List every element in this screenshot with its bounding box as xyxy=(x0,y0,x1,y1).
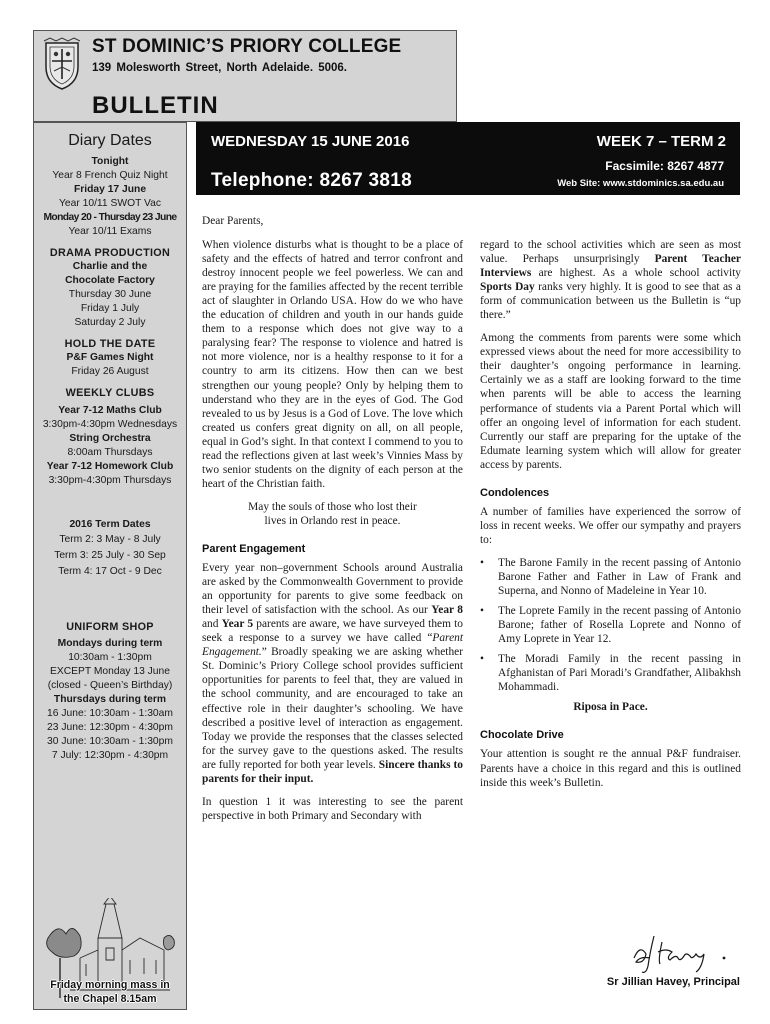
diary-line: Thursday 30 June xyxy=(68,289,152,300)
list-item xyxy=(480,604,741,646)
list-text: The Moradi Family in the recent passing in Afghanistan of Pari Moradi’s Grandfather, Alibakhsh Mohammadi. xyxy=(498,653,741,694)
diary-line: 16 June: 10:30am - 1:30am xyxy=(47,708,173,719)
diary-heading: Chocolate Factory xyxy=(65,275,155,286)
sidebar-title: Diary Dates xyxy=(68,132,152,149)
website: Web Site: www.stdominics.sa.edu.au xyxy=(557,178,724,189)
diary-line: 7 July: 12:30pm - 4:30pm xyxy=(51,750,169,761)
diary-line: 23 June: 12:30pm - 4:30pm xyxy=(47,722,173,733)
section-heading: UNIFORM SHOP xyxy=(66,621,154,633)
signature-icon xyxy=(628,928,738,976)
letter-column-2 xyxy=(480,238,741,799)
text-run: are highest. As a whole school activity xyxy=(531,267,741,280)
paragraph: In question 1 it was interesting to see the parent perspective in both Primary and Secondary with xyxy=(202,795,463,822)
diary-heading: P&F Games Night xyxy=(66,352,154,363)
school-name: ST DOMINIC’S PRIORY COLLEGE xyxy=(92,36,402,57)
bulletin-title: BULLETIN xyxy=(92,92,219,119)
text-run: ” Broadly speaking we are asking whether St. Dominic’s Priory College school provides sufficient opportunities for parents to feel that, they are valued in the school community, and are encouraged to take an effective role in their daughter’s schooling. We have described a positive level of interaction as engagement. Today we provide the responses that the classes selected for the survey gave to the questions asked. The results are fully reported for both year levels. xyxy=(202,646,463,771)
prayer xyxy=(202,500,463,528)
condolence-list xyxy=(480,556,741,694)
diary-line: 3:30pm-4:30pm Thursdays xyxy=(48,475,172,486)
diary-heading: Tonight xyxy=(91,156,129,167)
diary-heading: Mondays during term xyxy=(57,638,163,649)
paragraph: Among the comments from parents were some which expressed views about the need for more accessibility to their daughter’s ongoing performance in learning. Certainly we as a staff are looking forward to the time when parents will be able to access the learning performance of students via a Parent Portal which will offer an ongoing level of information for each student. Currently our staff are preparing for the uptake of the Edumate learning system which will allow for greater access by parents. xyxy=(480,332,741,471)
diary-heading: Year 7-12 Homework Club xyxy=(46,461,174,472)
facsimile: Facsimile: 8267 4877 xyxy=(605,159,724,173)
emphasis: Sincere thanks to parents for their input. xyxy=(202,758,463,785)
section-heading-condolences: Condolences xyxy=(480,486,550,499)
paragraph xyxy=(480,238,741,322)
caption-line: Friday morning mass in xyxy=(50,979,170,991)
emphasis: Year 5 xyxy=(221,618,254,631)
prayer-line: May the souls of those who lost their xyxy=(248,500,417,513)
diary-heading: Thursdays during term xyxy=(53,694,167,705)
letter-column-1 xyxy=(202,214,463,832)
paragraph xyxy=(202,561,463,786)
diary-heading: Year 7-12 Maths Club xyxy=(58,405,162,416)
paragraph: A number of families have experienced the sorrow of loss in recent weeks. We offer our sympathy and prayers to: xyxy=(480,505,741,546)
list-text: The Barone Family in the recent passing of Antonio Barone Father and Father in Law of Frank and Superna, and Nonno of Madeleine in Year 10. xyxy=(498,556,741,598)
emphasis: Parent Engagement. xyxy=(202,632,463,659)
emphasis: Year 8 xyxy=(431,604,463,617)
diary-line: Year 10/11 Exams xyxy=(68,226,152,237)
emphasis: Parent Teacher Interviews xyxy=(480,253,741,280)
paragraph: When violence disturbs what is thought to be a place of safety and the effects of hatred and terror confront and destroy innocent people we feel powerless. We can and are praying for the families affected by the recent terrible act of slaughter in Orlando USA. How do we who have the education of children and youth in our hands guide them to a response which does not give way to a paralysing fear? The response to violence and hatred is not more violence, nor is a healthy response to it for a country to arm its citizens. How then can we best strengthen our young people? Only by helping them to understand who they are in the eyes of God. The God revealed to us by Jesus is a God of Love. The love which created us confers great dignity on all, on all people, equal in God’s sight. In that context I commend to you to read the reflections given at last week’s Vinnies Mass by two senior students on the dignity of each person at the heart of the Christian faith. xyxy=(202,239,463,490)
diary-line: Year 8 French Quiz Night xyxy=(52,170,168,181)
caption-line: the Chapel 8.15am xyxy=(63,993,157,1005)
info-bar xyxy=(196,122,740,195)
diary-line: Year 10/11 SWOT Vac xyxy=(58,198,162,209)
section-heading-parent-engagement: Parent Engagement xyxy=(202,542,306,555)
list-item xyxy=(480,652,741,694)
text-run: regard to the school activities which are seen as most value. Perhaps unsurprisingly xyxy=(480,239,741,266)
diary-line: 10:30am - 1:30pm xyxy=(68,652,152,663)
diary-line: EXCEPT Monday 13 June xyxy=(49,666,170,677)
diary-line: Saturday 2 July xyxy=(74,317,146,328)
riposa: Riposa in Pace. xyxy=(573,701,648,714)
text-run: Every year non–government Schools around Australia are asked by the Commonwealth Government to provide an opportunity for parents to give some feedback on their level of satisfaction with the school. As our xyxy=(202,562,463,617)
diary-line: Term 3: 25 July - 30 Sep xyxy=(54,550,166,561)
diary-line: (closed - Queen’s Birthday) xyxy=(47,680,173,691)
paragraph: Your attention is sought re the annual P&F fundraiser. Parents have a choice in this regard and this is outlined inside this week’s Bulletin. xyxy=(480,748,741,789)
list-item xyxy=(480,556,741,598)
signature-name: Sr Jillian Havey, Principal xyxy=(606,976,740,988)
issue-week: WEEK 7 – TERM 2 xyxy=(596,133,726,150)
bullet-icon: • xyxy=(480,605,484,618)
telephone: Telephone: 8267 3818 xyxy=(211,170,413,191)
section-heading: DRAMA PRODUCTION xyxy=(49,247,171,259)
list-text: The Loprete Family in the recent passing of Antonio Barone; father of Rosella Loprete and Nonno of Amy Loprete in Year 12. xyxy=(498,605,741,646)
emphasis: Sports Day xyxy=(480,281,535,294)
diary-heading: Charlie and the xyxy=(72,261,148,272)
diary-line: 8:00am Thursdays xyxy=(67,447,153,458)
diary-heading: 2016 Term Dates xyxy=(69,519,151,530)
issue-date: WEDNESDAY 15 JUNE 2016 xyxy=(211,133,410,150)
section-heading: HOLD THE DATE xyxy=(64,338,156,350)
prayer-line: lives in Orlando rest in peace. xyxy=(264,514,401,527)
diary-dates-sidebar xyxy=(33,122,187,1010)
section-heading-chocolate: Chocolate Drive xyxy=(480,729,564,742)
text-run: and xyxy=(202,618,222,631)
bullet-icon: • xyxy=(480,653,484,666)
diary-heading: String Orchestra xyxy=(69,433,151,444)
bullet-icon: • xyxy=(480,556,484,569)
school-address: 139 Molesworth Street, North Adelaide. 5006. xyxy=(92,62,347,74)
diary-line: 3:30pm-4:30pm Wednesdays xyxy=(42,419,178,430)
diary-line: Term 4: 17 Oct - 9 Dec xyxy=(58,566,162,577)
diary-line: Friday 26 August xyxy=(71,366,149,377)
diary-line: Term 2: 3 May - 8 July xyxy=(59,534,161,545)
diary-heading: Friday 17 June xyxy=(73,184,147,195)
text-run: parents are aware, we have surveyed them to seek a response to a survey we have called “ xyxy=(202,618,463,645)
salutation: Dear Parents, xyxy=(202,215,264,227)
diary-line: Friday 1 July xyxy=(80,303,140,314)
section-heading: WEEKLY CLUBS xyxy=(65,387,155,399)
diary-heading: Monday 20 - Thursday 23 June xyxy=(43,212,177,223)
chapel-mass-caption xyxy=(34,978,186,1006)
text-run: ranks very highly. It is good to see that as a form of communication between us the Bulletin is “up there.” xyxy=(480,281,741,322)
school-crest-icon xyxy=(42,37,82,91)
diary-line: 30 June: 10:30am - 1:30pm xyxy=(47,736,173,747)
